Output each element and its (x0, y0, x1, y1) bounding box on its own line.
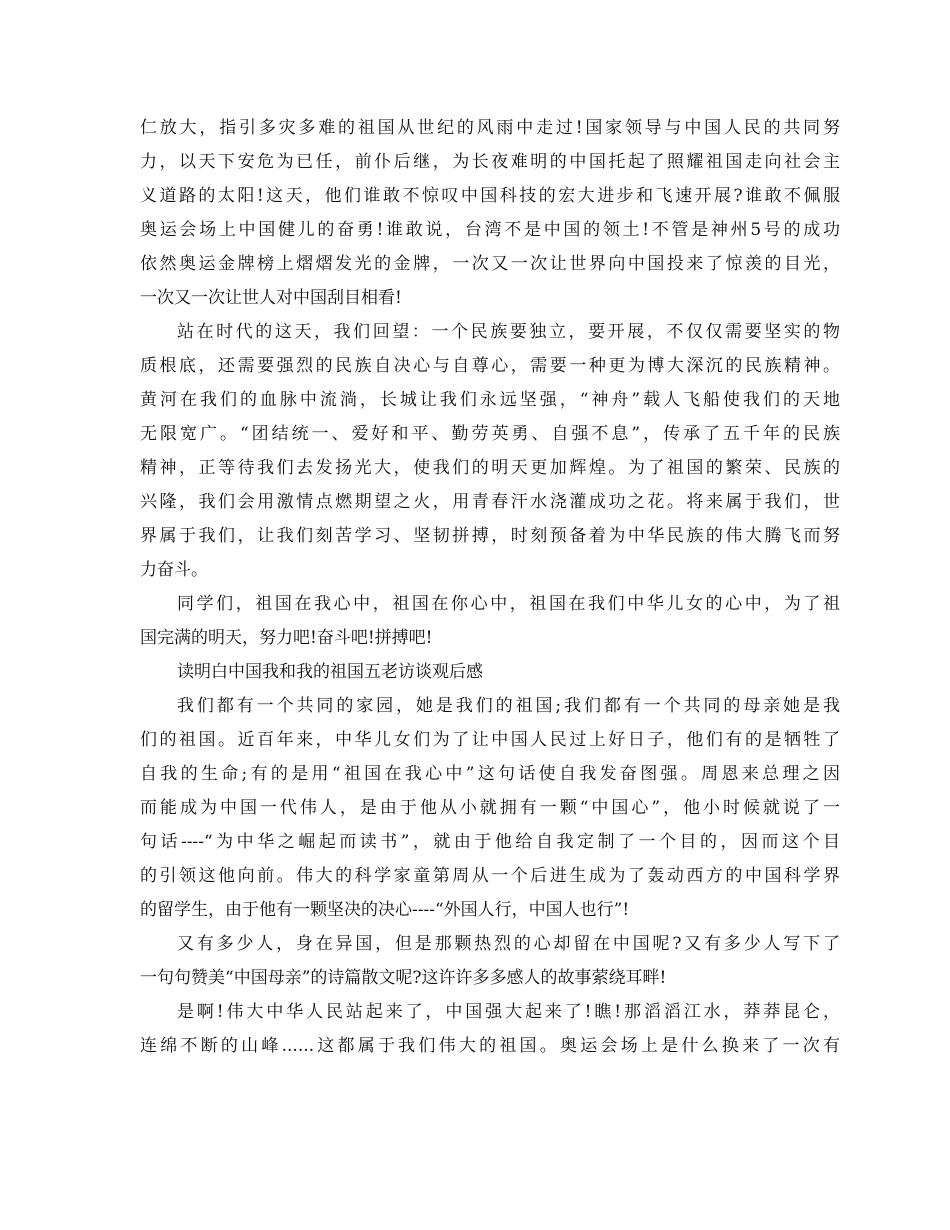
paragraph-first-line: 是啊!伟大中华人民站起来了，中国强大起来了!瞧!那滔滔江水，莽莽昆仑， (177, 1002, 840, 1022)
text-line: 一次又一次让世人对中国刮目相看! (140, 288, 402, 308)
text-line: 们的祖国。近百年来，中华儿女们为了让中国人民过上好日子，他们有的是牺牲了 (140, 730, 840, 750)
text-line: 精神，正等待我们去发扬光大，使我们的明天更加辉煌。为了祖国的繁荣、民族的 (140, 458, 840, 478)
text-line: 力奋斗。 (140, 560, 208, 580)
text-line: 无限宽广。“团结统一、爱好和平、勤劳英勇、自强不息”，传承了五千年的民族 (140, 424, 840, 444)
text-line: 连绵不断的山峰......这都属于我们伟大的祖国。奥运会场上是什么换来了一次有 (140, 1036, 840, 1056)
text-line: 界属于我们，让我们刻苦学习、坚韧拼搏，时刻预备着为中华民族的伟大腾飞而努 (140, 526, 840, 546)
text-line: 的留学生，由于他有一颗坚决的决心----“外国人行，中国人也行”! (140, 900, 630, 920)
paragraph-first-line: 同学们，祖国在我心中，祖国在你心中，祖国在我们中华儿女的心中，为了祖 (177, 594, 840, 614)
paragraph-first-line: 站在时代的这天，我们回望：一个民族要独立，要开展，不仅仅需要坚实的物 (177, 322, 840, 342)
section-heading: 读明白中国我和我的祖国五老访谈观后感 (177, 662, 483, 682)
text-line: 仁放大，指引多灾多难的祖国从世纪的风雨中走过!国家领导与中国人民的共同努 (140, 118, 840, 138)
text-line: 国完满的明天，努力吧!奋斗吧!拼搏吧! (140, 628, 433, 648)
text-line: 而能成为中国一代伟人，是由于他从小就拥有一颗“中国心”，他小时候就说了一 (140, 798, 840, 818)
text-line: 质根底，还需要强烈的民族自决心与自尊心，需要一种更为博大深沉的民族精神。 (140, 356, 840, 376)
text-line: 一句句赞美“中国母亲”的诗篇散文呢?这许许多多感人的故事萦绕耳畔! (140, 968, 667, 988)
text-line: 兴隆，我们会用激情点燃期望之火，用青春汗水浇灌成功之花。将来属于我们，世 (140, 492, 840, 512)
text-line: 自我的生命;有的是用“祖国在我心中”这句话使自我发奋图强。周恩来总理之因 (140, 764, 840, 784)
text-line: 黄河在我们的血脉中流淌，长城让我们永远坚强，“神舟”载人飞船使我们的天地 (140, 390, 840, 410)
text-line: 依然奥运金牌榜上熠熠发光的金牌，一次又一次让世界向中国投来了惊羡的目光， (140, 254, 840, 274)
text-line: 奥运会场上中国健儿的奋勇!谁敢说，台湾不是中国的领土!不管是神州5号的成功 (140, 220, 840, 240)
paragraph-first-line: 我们都有一个共同的家园，她是我们的祖国;我们都有一个共同的母亲她是我 (177, 696, 840, 716)
text-line: 的引领这他向前。伟大的科学家童第周从一个后进生成为了轰动西方的中国科学界 (140, 866, 840, 886)
text-line: 句话----“为中华之崛起而读书”，就由于他给自我定制了一个目的，因而这个目 (140, 832, 840, 852)
text-line: 义道路的太阳!这天，他们谁敢不惊叹中国科技的宏大进步和飞速开展?谁敢不佩服 (140, 186, 840, 206)
paragraph-first-line: 又有多少人，身在异国，但是那颗热烈的心却留在中国呢?又有多少人写下了 (177, 934, 840, 954)
text-line: 力，以天下安危为已任，前仆后继，为长夜难明的中国托起了照耀祖国走向社会主 (140, 152, 840, 172)
